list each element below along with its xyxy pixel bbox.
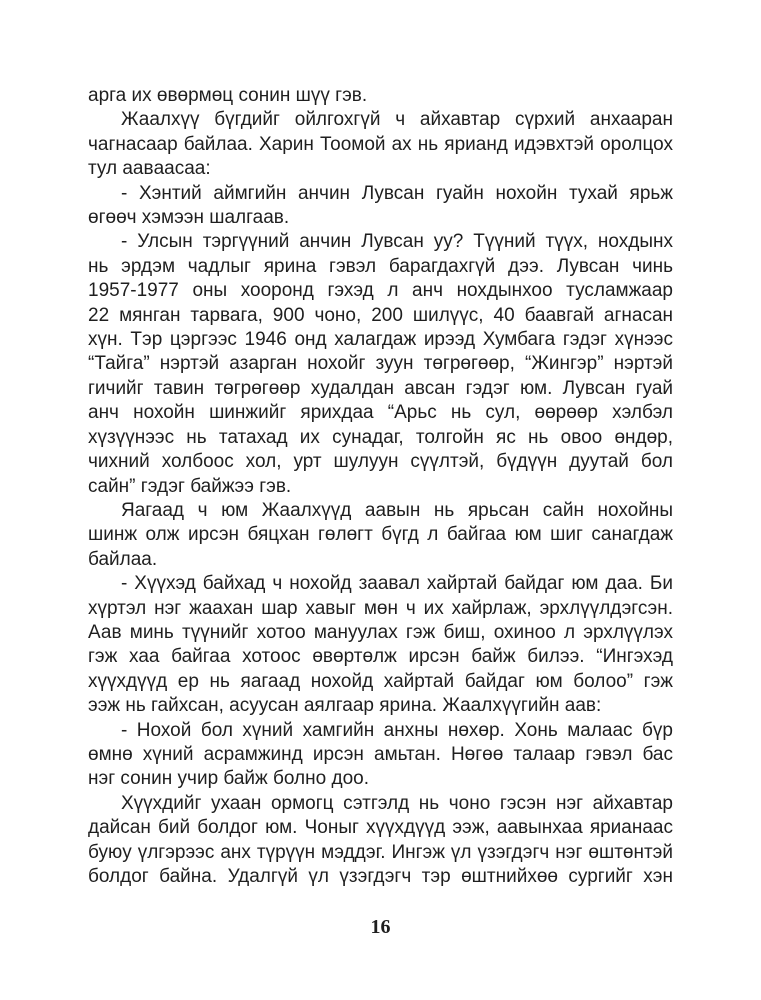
text-line: - Хэнтий аймгийн анчин Лувсан гуайн нохойн тухай ярьж [121,182,673,204]
text-line: гэж хаа байгаа хотоос өвөртөлж ирсэн байж билээ. “Ингэхэд [88,646,673,668]
text-line: “Тайга” нэртэй азарган нохойг зуун төгрөгөөр, “Жингэр” нэртэй [88,353,673,375]
text-line: чагнасаар байлаа. Харин Тоомой ах нь ярианд идэвхтэй оролцох [88,133,673,155]
text-line: байлаа. [88,548,158,570]
text-line: хүн. Тэр цэргээс 1946 онд халагдаж ирээд Хумбага гэдэг хүнээс [88,329,673,351]
text-line: ээж нь гайхсан, асуусан аялгаар ярина. Жаалхүүгийн аав: [88,695,602,717]
text-line: анч нохойн шинжийг ярихдаа “Арьс нь сул, өөрөөр хэлбэл [88,402,673,424]
text-line: 22 мянган тарвага, 900 чоно, 200 шилүүс, 40 баавгай агнасан [88,304,673,326]
text-line: өмнө хүний асрамжинд ирсэн амьтан. Нөгөө талаар гэвэл бас [88,743,673,765]
text-line: өгөөч хэмээн шалгаав. [88,207,290,229]
text-line: нэг сонин учир байж болно доо. [88,768,369,790]
text-line: Яагаад ч юм Жаалхүүд аавын нь ярьсан сайн нохойны [121,499,673,521]
text-line: 1957-1977 оны хооронд гэхэд л анч нохдынхоо тусламжаар [88,280,673,302]
text-line: Аав минь түүнийг хотоо мануулах гэж биш, охиноо л эрхлүүлэх [88,621,673,643]
text-line: хүзүүнээс нь татахад их сунадаг, толгойн яс нь овоо өндөр, [88,426,673,448]
text-line: шинж олж ирсэн бяцхан гөлөгт бүгд л байгаа юм шиг санагдаж [88,524,673,546]
text-line: хүртэл нэг жаахан шар хавыг мөн ч их хайрлаж, эрхлүүлдэгсэн. [88,597,673,619]
text-line: сайн” гэдэг байжээ гэв. [88,475,292,497]
text-line: хүүхдүүд ер нь яагаад нохойд хайртай байдаг юм болоо” гэж [88,670,673,692]
text-line: болдог байна. Удалгүй үл үзэгдэгч тэр өштнийхөө сургийг хэн [88,866,673,887]
text-line: чихний холбоос хол, урт шулуун сүүлтэй, бүдүүн дуутай бол [88,451,673,473]
text-line: - Нохой бол хүний хамгийн анхны нөхөр. Хонь малаас бүр [121,719,673,741]
page-text-body [88,84,673,889]
text-line: арга их өвөрмөц сонин шүү гэв. [88,85,368,106]
text-line: Хүүхдийг ухаан ормогц сэтгэлд нь чоно гэсэн нэг айхавтар [121,792,673,814]
text-line: гичийг тавин төгрөгөөр худалдан авсан гэдэг юм. Лувсан гуай [88,377,673,399]
page-number: 16 [370,916,391,938]
text-line: тул аавaасаа: [88,158,211,180]
text-line: нь эрдэм чадлыг ярина гэвэл барагдахгүй дээ. Лувсан чинь [88,255,673,277]
text-line: - Хүүхэд байхад ч нохойд заавал хайртай байдаг юм даа. Би [121,573,673,595]
text-line: - Улсын тэргүүний анчин Лувсан уу? Түүний түүх, нохдынх [121,231,673,253]
text-line: Жаалхүү бүгдийг ойлгохгүй ч айхавтар сүрхий анхааран [121,109,673,131]
text-line: буюу үлгэрээс анх түрүүн мэддэг. Ингэж үл үзэгдэгч нэг өштөнтэй [88,841,673,863]
text-line: дайсан бий болдог юм. Чоныг хүүхдүүд ээж, аавынхаа ярианаас [88,817,673,839]
